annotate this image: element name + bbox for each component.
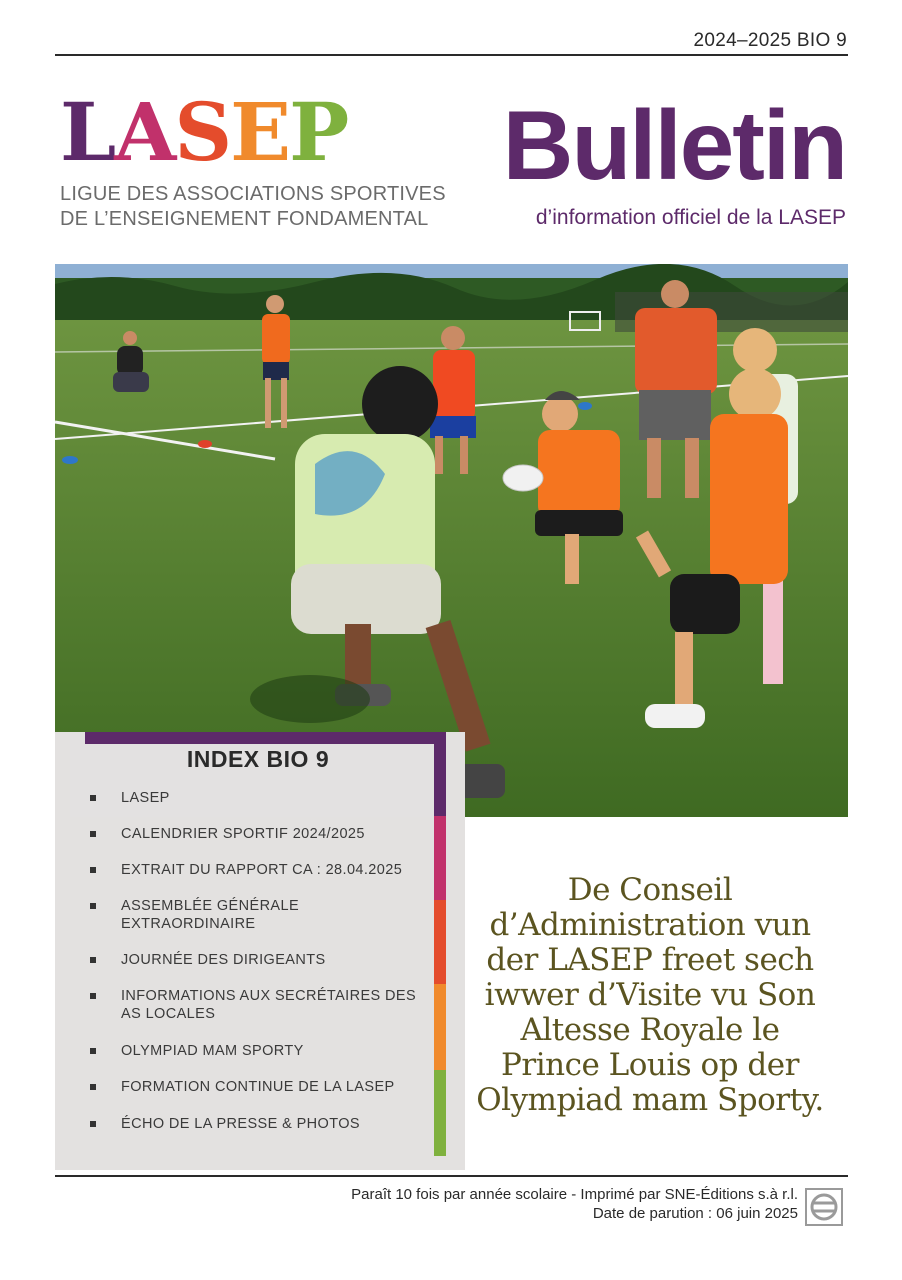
logo-letter-p: P: [289, 85, 348, 179]
index-item: CALENDRIER SPORTIF 2024/2025: [90, 825, 365, 843]
logo-letter-e: E: [230, 85, 290, 179]
index-topbar: [85, 732, 446, 744]
stripe-orange: [434, 984, 446, 1070]
index-item: OLYMPIAD MAM SPORTY: [90, 1042, 304, 1060]
issue-label: 2024–2025 BIO 9: [693, 30, 847, 51]
bulletin-title: Bulletin: [502, 90, 846, 200]
index-item: LASEP: [90, 789, 170, 807]
index-item: EXTRAIT DU RAPPORT CA : 28.04.2025: [90, 861, 402, 879]
stripe-green: [434, 1070, 446, 1156]
printer-logo-icon: [805, 1188, 843, 1226]
stripe-red: [434, 900, 446, 984]
bottom-rule: [55, 1175, 848, 1177]
stripe-purple: [434, 744, 446, 816]
index-item: ASSEMBLÉE GÉNÉRALE EXTRAORDINAIRE: [90, 897, 350, 933]
index-title: INDEX BIO 9: [186, 746, 330, 772]
logo-letter-s: S: [174, 85, 231, 179]
league-name-line1: LIGUE DES ASSOCIATIONS SPORTIVES: [60, 183, 446, 205]
headline: De Conseil d’Administration vun der LASEP freet sech iwwer d’Visite vu Son Altesse Royale le Prince Louis op der Olympiad mam Sporty.: [476, 872, 824, 1118]
league-name: [60, 182, 446, 232]
index-item: ÉCHO DE LA PRESSE & PHOTOS: [90, 1115, 360, 1133]
footer-release-date: Date de parution : 06 juin 2025: [592, 1205, 798, 1222]
stripe-magenta: [434, 816, 446, 900]
top-rule: [55, 54, 848, 56]
index-item: FORMATION CONTINUE DE LA LASEP: [90, 1078, 395, 1096]
index-item: INFORMATIONS AUX SECRÉTAIRES DES AS LOCALES: [90, 987, 420, 1023]
logo-letter-a: A: [114, 85, 175, 179]
logo-letter-l: L: [60, 85, 115, 179]
footer-publication-info: Paraît 10 fois par année scolaire - Imprimé par SNE-Éditions s.à r.l.: [351, 1186, 798, 1203]
league-name-line2: DE L’ENSEIGNEMENT FONDAMENTAL: [60, 208, 429, 230]
index-item: JOURNÉE DES DIRIGEANTS: [90, 951, 326, 969]
bulletin-subtitle: d’information officiel de la LASEP: [535, 206, 846, 229]
lasep-logo: [60, 85, 348, 179]
